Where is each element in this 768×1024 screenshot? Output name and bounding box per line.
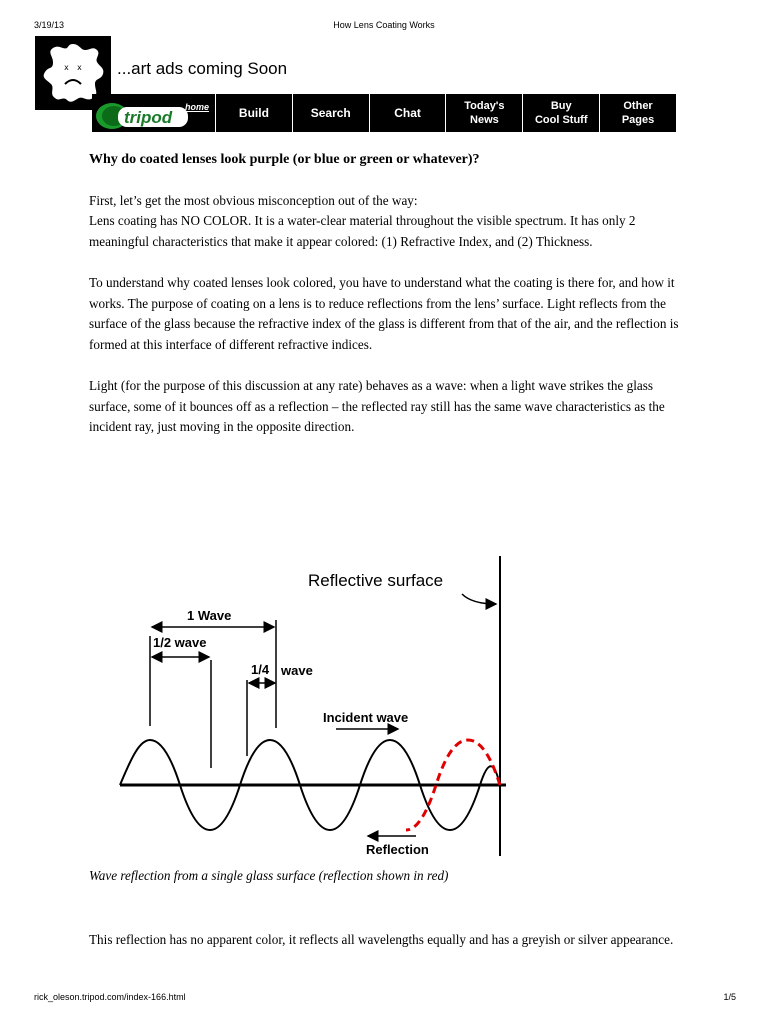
nav-build[interactable]: Build xyxy=(216,94,293,132)
one-wave-label: 1 Wave xyxy=(187,608,232,623)
incident-wave-label: Incident wave xyxy=(323,710,409,725)
tripod-logo[interactable] xyxy=(92,94,216,132)
nav-search[interactable]: Search xyxy=(293,94,370,132)
reflective-surface-label: Reflective surface xyxy=(308,571,444,590)
paragraph-misconception-intro: First, let’s get the most obvious misconception out of the way: xyxy=(89,192,418,208)
ad-banner-text: ...art ads coming Soon xyxy=(117,59,288,78)
svg-text:x: x xyxy=(64,63,69,72)
nav-other-pages[interactable]: Other Pages xyxy=(621,100,655,126)
print-date: 3/19/13 xyxy=(34,20,65,30)
quarter-wave-word: wave xyxy=(281,663,313,678)
half-wave-label: 1/2 wave xyxy=(153,635,207,650)
paragraph-no-color: This reflection has no apparent color, it reflects all wavelengths equally and has a greyish or silver appearance. xyxy=(89,932,674,947)
print-title: How Lens Coating Works xyxy=(333,20,435,30)
figure-caption: Wave reflection from a single glass surface (reflection shown in red) xyxy=(89,868,449,883)
article-body xyxy=(89,150,679,458)
nav-buy-cool-stuff[interactable]: Buy Cool Stuff xyxy=(523,94,600,132)
wave-reflection-diagram xyxy=(110,556,530,862)
quarter-wave-number: 1/4 xyxy=(251,662,270,677)
reflection-label: Reflection xyxy=(366,842,429,857)
print-url: rick_oleson.tripod.com/index-166.html xyxy=(34,992,186,1002)
article-heading: Why do coated lenses look purple (or blue or green or whatever)? xyxy=(89,152,480,167)
svg-text:x: x xyxy=(77,63,82,72)
print-header xyxy=(0,0,768,34)
paragraph-purpose: To understand why coated lenses look colored, you have to understand what the coating is there for, and how it works. The purpose of coating on a lens is to reduce reflections from the lens’ surface. Light reflects from the surface of the glass because the refractive index of the glass is different from that of the air, and the reflection is formed at this interface of different refractive indices. xyxy=(89,274,679,352)
paragraph-wave: Light (for the purpose of this discussion at any rate) behaves as a wave: when a light wave strikes the glass surface, some of it bounces off as a reflection – the reflected ray still has the same wave characteristics as the incident ray, just moving in the opposite direction. xyxy=(89,377,665,435)
paragraph-misconception xyxy=(89,191,679,253)
print-page-number: 1/5 xyxy=(723,992,736,1002)
reflective-surface-arrow xyxy=(462,594,496,604)
nav-chat[interactable]: Chat xyxy=(370,94,447,132)
nav-todays-news[interactable]: Today's News xyxy=(446,94,523,132)
paragraph-misconception-body: Lens coating has NO COLOR. It is a water-clear material throughout the visible spectrum. It has only 2 meaningful characteristics that make it appear colored: (1) Refractive Index, and (2) Thickness. xyxy=(89,213,636,249)
tripod-navbar xyxy=(92,94,676,132)
tripod-home-link[interactable]: home xyxy=(184,102,209,112)
tripod-logo-text: tripod xyxy=(124,108,173,127)
